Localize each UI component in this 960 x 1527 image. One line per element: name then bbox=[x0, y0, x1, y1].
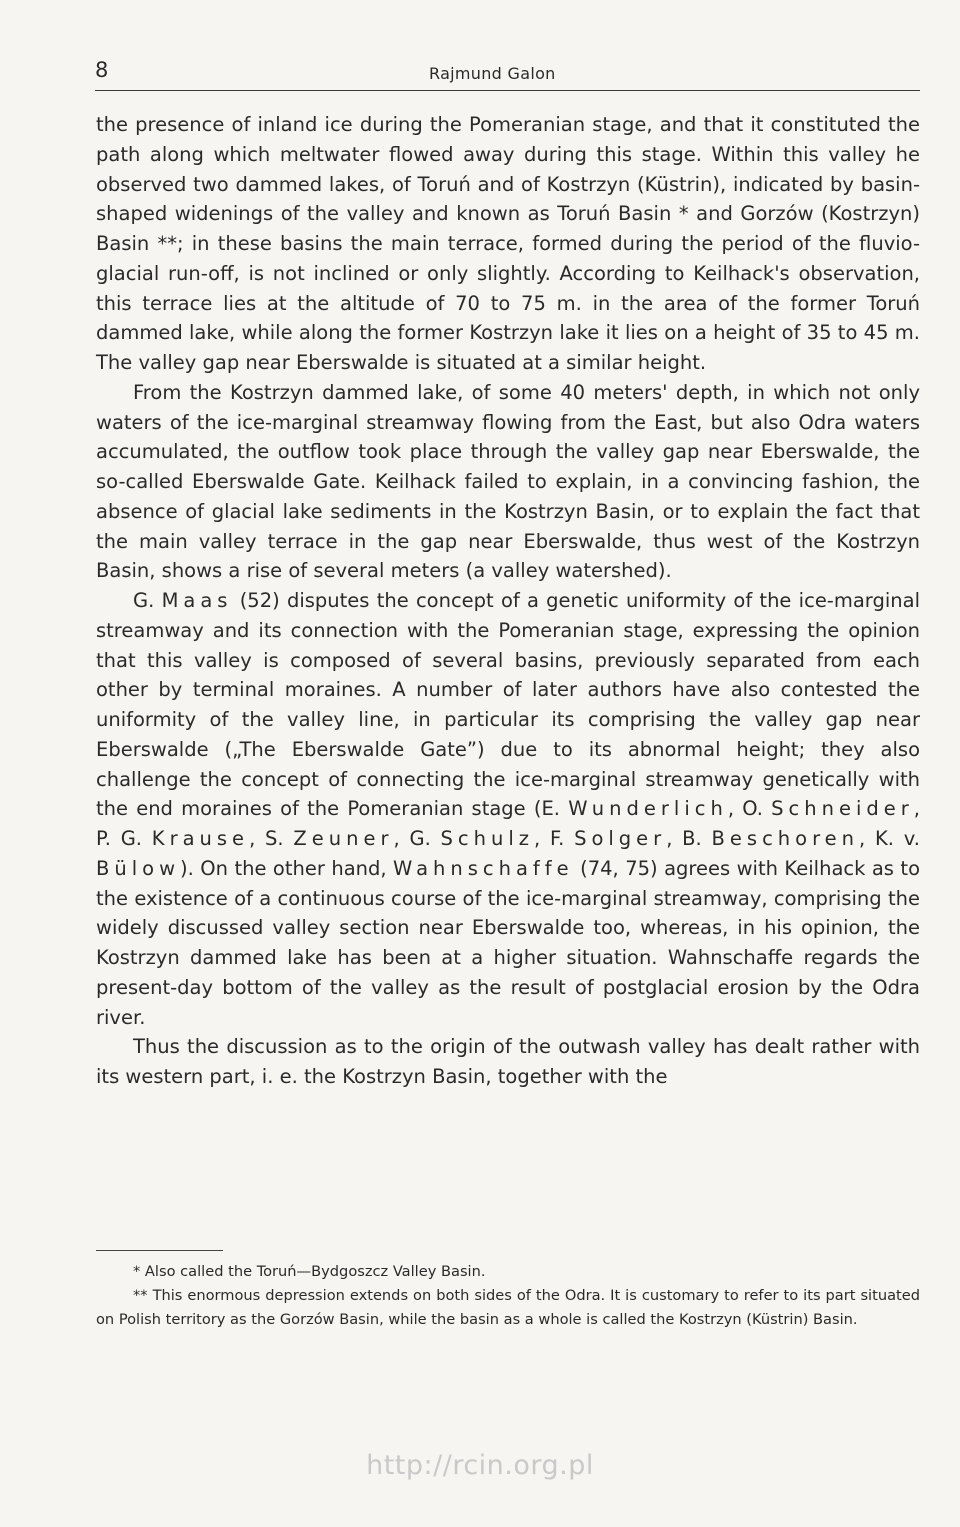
page-number: 8 bbox=[95, 58, 109, 82]
author-name-zeuner: Zeuner bbox=[293, 827, 394, 850]
paragraph-3 bbox=[96, 586, 920, 1032]
text-run: , B. bbox=[666, 827, 712, 850]
source-watermark: http://rcin.org.pl bbox=[366, 1450, 594, 1481]
footnote-1: * Also called the Toruń—Bydgoszcz Valley Basin. bbox=[133, 1263, 486, 1280]
text-run: G. bbox=[133, 589, 162, 612]
footnote-divider bbox=[96, 1250, 223, 1251]
paragraph-4: Thus the discussion as to the origin of the outwash valley has dealt rather with its western part, i. e. the Kostrzyn Basin, together with the bbox=[96, 1035, 920, 1088]
author-name-schulz: Schulz bbox=[440, 827, 535, 850]
author-name-wunderlich: Wunderlich bbox=[568, 797, 728, 821]
text-run: (74, 75) agrees with Keilhack as to the existence of a continuous course of the ice-marginal streamway, comprising the widely discussed valley section near Eberswalde too, whereas, in his opinion, the Kostrzyn dammed lake has been at a higher situation. Wahnschaffe regards the present-day bottom of the valley as the result of postglacial erosion by the Odra river. bbox=[96, 856, 921, 1029]
paragraph-1: the presence of inland ice during the Pomeranian stage, and that it constituted the path along which meltwater flowed away during this stage. Within this valley he observed two dammed lakes, of Toruń and of Kostrzyn (Küstrin), indicated by basin-shaped widenings of the valley and known as Toruń Basin * and Gorzów (Kostrzyn) Basin **; in these basins the main terrace, formed during the period of the fluvio-glacial run-off, is not inclined or only slightly. According to Keilhack's observation, this terrace lies at the altitude of 70 to 75 m. in the area of the former Toruń dammed lake, while along the former Kostrzyn lake it lies on a height of 35 to 45 m. The valley gap near Eberswalde is situated at a similar height. bbox=[96, 113, 920, 374]
author-name-solger: Solger bbox=[574, 827, 667, 850]
body-text bbox=[96, 110, 920, 1092]
text-run: , F. bbox=[534, 827, 575, 850]
text-run: , G. bbox=[393, 827, 441, 850]
author-name-wahnschaffe: Wahnschaffe bbox=[393, 856, 574, 880]
footnote-2: ** This enormous depression extends on both sides of the Odra. It is customary to refer to its part situated on Polish territory as the Gorzów Basin, while the basin as a whole is called the Kostrzyn (Küstrin) Basin. bbox=[96, 1287, 920, 1328]
footnotes bbox=[96, 1260, 920, 1332]
page-header bbox=[95, 58, 920, 91]
author-name-bulow: Bülow bbox=[96, 856, 181, 880]
author-name-krause: Krause bbox=[151, 827, 250, 850]
running-head-author: Rajmund Galon bbox=[429, 64, 556, 83]
text-run: , S. bbox=[249, 827, 294, 850]
author-name-schneider: Schneider bbox=[771, 797, 914, 821]
paragraph-2: From the Kostrzyn dammed lake, of some 40 meters' depth, in which not only waters of the ice-marginal streamway flowing from the East, but also Odra waters accumulated, the outflow took place through the valley gap near Eberswalde, the so-called Eberswalde Gate. Keilhack failed to explain, in a convincing fashion, the absence of glacial lake sediments in the Kostrzyn Basin, or to explain the fact that the main valley terrace in the gap near Eberswalde, thus west of the Kostrzyn Basin, shows a rise of several meters (a valley watershed). bbox=[96, 380, 920, 583]
text-run: , O. bbox=[727, 797, 772, 821]
text-run: (52) disputes the concept of a genetic uniformity of the ice-marginal streamway and its connection with the Pomeranian stage, expressing the opinion that this valley is composed of several basins, previously separated from each other by terminal moraines. A number of later authors have also contested the uniformity of the valley line, in particular its comprising the valley gap near Eberswalde („The Eberswalde Gate”) due to its abnormal height; they also challenge the concept of connecting the ice-marginal streamway genetically with the end moraines of the Pomeranian stage (E. bbox=[96, 589, 920, 821]
author-name-beschoren: Beschoren bbox=[711, 827, 860, 850]
author-name-maas: Maas bbox=[161, 589, 233, 612]
text-run: , P. G. bbox=[96, 797, 920, 850]
text-run: , K. v. bbox=[859, 827, 920, 850]
text-run: ). On the other hand, bbox=[180, 856, 394, 880]
